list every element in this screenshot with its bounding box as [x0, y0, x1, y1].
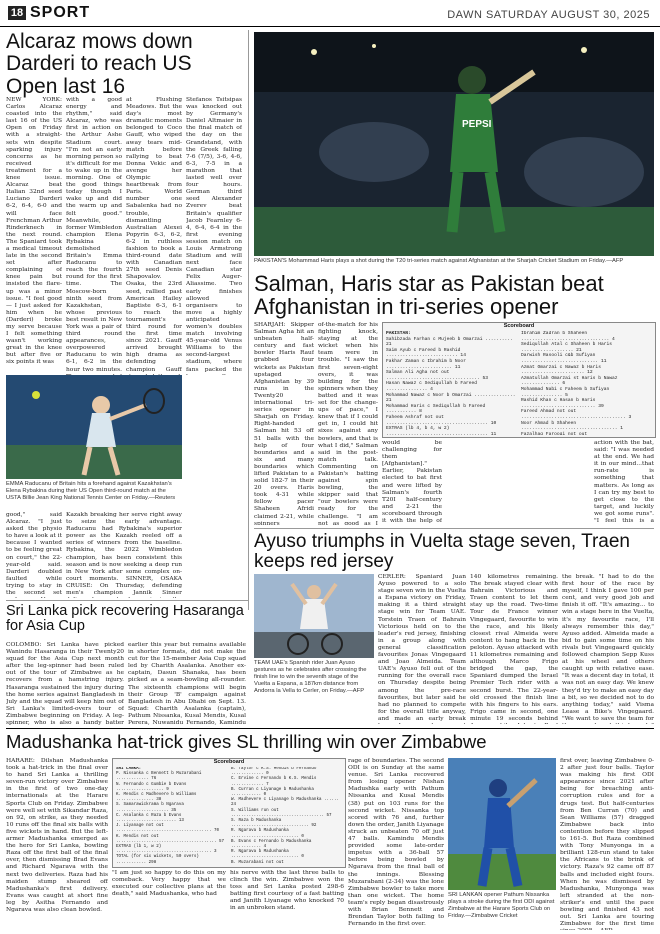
- scoreboard-line: TOTAL (for six wickets, 50 overs) ............ 298: [116, 855, 199, 865]
- pakistan-scoreboard: [382, 322, 656, 438]
- scoreboard-line: Mohammad Nabi c Faheem b Sufiyan ............... 5: [521, 386, 610, 398]
- scoreboard-line: J. Liyanage not out ...................................... 70: [116, 824, 220, 834]
- scoreboard-line: Fareed Ahmad not out ...................................... 3: [521, 409, 632, 420]
- scoreboard-line: B. Muzarabani not out: [231, 860, 284, 865]
- scoreboard-line: Noor Ahmad b Shaheen ................................... 1: [521, 420, 623, 432]
- scoreboard-line: Salman Ali Agha not out .................................. 53: [386, 370, 488, 381]
- scoreboard-line: R. Ngarava b Madushanka ........................... 0: [231, 829, 304, 839]
- scoreboard-line: Sahibzada Farhan c Mujeeb b Omarzai .......... 21: [386, 336, 513, 348]
- ayuso-col-2: 140 kilometres remaining. The break stayed clear with Bahrain Victorious and Traen content to let them stay up the road. Two-time Tour de France winner Vingegaard, favourite to win the race, and his likely closest rival Almeida were content to hang back in the peloton. Ayuso attacked with 11 kilometres remaining and although Marco Frigo bridged the gap, the Spaniard dumped the Israel Premier Tech rider with a second burst. The 22-year-old crossed the finish line with his fingers to his ears. Frigo came in second, one minute 19 seconds behind: [470, 574, 558, 722]
- srilanka-col-1: COLOMBO: Sri Lanka have picked Wanindu Hasaranga in their Twenty20 squad for the Asia Cup next month after the leg-spinner had been ruled out of the tour of Zimbabwe as he recovers from a hamstring injury. Hasaranga sustained the injury during the home series against Bangladesh in July and the squad will keep him out of Sri Lanka's limited-overs tour of Zimbabwe beginning on Friday. A leg-spinner, who is also a handy batter: [6, 642, 124, 726]
- scoreboard-line: Azmatullah Omarzai st Haris b Nawaz .............. 6: [521, 375, 618, 387]
- scoreboard-right: [231, 767, 343, 865]
- scoreboard-right: [521, 331, 653, 435]
- alcaraz-col-1-continued: good," said Alcaraz. "I just asked the physio to have a look at it because I wanted to be feeling great on court," the 22-year-old said. Darderi doubled faulted while trying to stay in the second set: [6, 512, 62, 597]
- scoreboard-line: Azmat Omarzai c Nawaz b Haris ....................... 12: [521, 364, 601, 376]
- scoreboard-line: Mohammad Nawaz c Noor b Omarzai ............... 21: [386, 392, 516, 404]
- ayuso-headline: Ayuso triumphs in Vuelta stage seven, Traen keeps red jersey: [254, 531, 630, 573]
- cricket-photo: [254, 32, 654, 256]
- madushanka-col-1: HARARE: Dilshan Madushanka took a hat-trick in the final over to hand Sri Lanka a thrilling seven-run victory over Zimbabwe in the first of two one-day internationals at the Harare Sports Club on Friday. Zimbabwe were well set with Sikandar Raza, on 92, on strike, as they needed 10 runs off the final six balls with five wickets in hand. But the left-armer Madushanka emerged as the hero for Sri Lanka, bowling Raza off the first ball of the final over, then dismissing Brad Evans and Richard Ngarava with the next two deliveries. Raza had his maiden stump sheared off Madushanka's first delivery. Evans was caught at short fine leg by Asitha Fernando and Ngarava was also clean bowled.: [6, 758, 108, 913]
- zimbabwe-scoreboard: [112, 758, 346, 868]
- scoreboard-line: B. Curran c Liyanage b Madushanka ............ 0: [231, 787, 314, 798]
- scoreboard-line: SRI LANKA:: [116, 767, 142, 771]
- scoreboard-line: S. Raza b Madushanka ............................... 92: [231, 819, 317, 829]
- tennis-photo-caption: EMMA Raducanu of Britain hits a forehand against Kazakhstan's Elena Rybakina during their US Open third-round match at the USTA Billie Jean King National Tennis Center on Friday.—Reuters: [6, 481, 176, 501]
- scoreboard-line: K. Mendis not out ........................................ 57: [116, 834, 225, 844]
- scoreboard-title: Scoreboard: [213, 759, 245, 765]
- scoreboard-line: Sediqullah Atal c Shaheen b Haris ................... 21: [521, 342, 612, 353]
- section-divider: [254, 528, 654, 529]
- scoreboard-line: Mohammad Haris c Sediqullah b Fareed ........... 8: [386, 403, 486, 415]
- madushanka-col-5: first over, leaving Zimbabwe 0-2 after just four balls. Taylor was making his first ODI appearance since 2021 after being for breaching anti-corruption rules and for a drugs test. But half-centuries from Ben Curran (70) and Sean Williams (57) dragged Zimbabwe back into contention before they slipped to 161-5. But Raza combined with Tony Munyonga in a brilliant 128-run stand to take the Africans to the brink of victory. Raza's 92 came off 87 balls and included eight fours. When he was dismissed by Madushanka, Munyonga was left stranded at the non-striker's end until the pace bowling and finished 43 not out. Sri Lanka are touring Zimbabwe for the first time: [560, 758, 654, 928]
- ayuso-col-1: CERLER: Spaniard Juan Ayuso powered to a solo stage seven win in the Vuelta a Espana victory on Friday, making it a third straight stage win for Team UAE. Torstein Traen of Bahrain Victorious held on to the leader's red jersey, finishing in a group along with general classification favourites Jonas Vingegaard and Joao Almeida. Team UAE's Ayuso fell out of the running for the overall race on Thursday despite being among the pre-race favourites, but later said he had no planned to compete for the overall title anyway, and made an early break: [378, 574, 466, 722]
- alcaraz-headline: Alcaraz mows down Darderi to reach US Open last 16: [6, 30, 193, 98]
- salman-col-3: would be challenging for them [Afghanistan]." Earlier, Pakistan elected to bat first and were lifted by Salman's fourth T20I half-century and 2-21 the scoreboard through it with the help of: [382, 440, 442, 525]
- scoreboard-line: Ibrahim Zadran b Shaheen ................................ 4: [521, 331, 615, 342]
- srilanka-headline: Sri Lanka pick recovering Hasaranga for Asia Cup: [6, 603, 244, 635]
- salman-headline: Salman, Haris star as Pakistan beat Afghanistan in tri-series opener: [254, 271, 604, 320]
- scoreboard-line: Darwish Rasooli c&b Sufiyan ............................ 11: [521, 353, 607, 364]
- scoreboard-line: Rashid Khan c Hasan b Haris ........................... 39: [521, 398, 604, 409]
- dateline: DAWN SATURDAY AUGUST 30, 2025: [447, 9, 650, 21]
- ayuso-col-3: the break. "I had to do the first hour of the race by myself, I think I gave 100 per cent, and very good job and finish it off. "It's amazing... to win a stage here in the Vuelta, it's my favourite race, I'll always remember this day," Ayuso added. Almeida made a bid to gain some time on his rivals but Vingegaard quickly followed champion Sepp Kuss at his wheel and others caught up with relative ease. "It was a decent day in total, it was not an easy day. We knew they'd try to make an easy day a bit, so we decided not to do anything today," said Visma Lease a Bike's Vingegaard. "We want to save the team for: [562, 574, 654, 722]
- page-number: 18: [8, 6, 26, 20]
- scoreboard-line: K. Mendis c Madhevere b Williams ............... 38: [116, 793, 197, 803]
- tennis-photo: [6, 375, 182, 479]
- scoreboard-line: C. Ervine c Fernando b K.S. Mendis ............. 7: [231, 777, 317, 787]
- scoreboard-line: Saim Ayub c Fareed b Rashid .......................... 14: [386, 347, 466, 359]
- cricket-photo-caption: PAKISTAN'S Mohammad Haris plays a shot during the T20 tri-series match against Afghanistan at the Sharjah Cricket Stadium on Friday.—AFP: [254, 258, 624, 264]
- scoreboard-line: S. Williams run out ..................................... 57: [231, 808, 332, 818]
- section-title: SPORT: [30, 4, 91, 21]
- nissanka-photo: [448, 758, 556, 890]
- column-divider: [248, 30, 249, 610]
- scoreboard-line: Fakhar Zaman c Ibrahim b Noor ........................ 11: [386, 358, 466, 370]
- scoreboard-line: PAKISTAN:: [386, 331, 411, 336]
- alcaraz-col-4: Stefanos Tsitsipas was knocked out by Germany's Daniel Altmaier in the final match of the day on the Grandstand, with the Greek falling 7-6 (7/5), 3-6, 4-6, 6-3, 7-5 in a marathon that lasted well over four hours. German third seed Alexander Zverev beat Britain's qualifier Jacob Fearnley 6-4, 6-4, 6-4 in the first evening session match on Louis Armstrong Stadium and will next face Canadian star Felix Auger-Aliassime. Two early finishes allowed organisers to move a highly anticipated women's doubles match involving 45-year-old Venus Williams to the second-largest stadium, where fans packed the: [186, 97, 242, 373]
- section-divider: [6, 600, 248, 601]
- madushanka-headline: Madushanka hat-trick gives SL thrilling win over Zimbabwe: [6, 731, 487, 752]
- scoreboard-line: S. Samarawickrama b Ngarava ..................... 35: [116, 803, 184, 813]
- scoreboard-title: Scoreboard: [503, 323, 535, 329]
- alcaraz-col-2: with a good energy and rhythm," said Alcaraz, who was first in action on the Arthur Ashe Stadium court. "I'm not an early morning person so it's difficult for me to wake up in the morning. One of the good things today though I wake up and did the warm up and felt good." Meanwhile, former Wimbledon champion Elena Rybakina demolished Britain's Emma Raducanu to reach the fourth round for the first time. The Moscow-born ninth seed from Kazakhstan, whose previous best result in New York was a pair of third round appearances, overpowered Raducanu to win 6-1, 6-2 in the hour two minutes.: [66, 97, 122, 373]
- scoreboard-line: P. Nissanka c Bennett b Muzarabani ............. 76: [116, 772, 202, 782]
- scoreboard-line: N. Fernando c Gumbie b Evans ................... 9: [116, 782, 187, 792]
- scoreboard-line: B. Taylor c K.S. Mendis b Fernando ............. 0: [231, 767, 317, 777]
- madushanka-col-3b: his nerve with the last three balls to clinch the win. Zimbabwe won the toss and Sri Lanka posted 298-6 batting first courtesy of a fast batting and Janith Liyanage who knocked 70 in an unbroken stand.: [230, 870, 344, 912]
- scoreboard-left: [116, 767, 228, 865]
- scoreboard-left: [386, 331, 518, 435]
- scoreboard-line: EXTRAS (lb 1, w 2) ...................................... 3: [116, 845, 217, 855]
- madushanka-col-3: "I am just so happy to do this on my comeback. Very happy that we executed our collective plans at the death," said Madushanka, who had: [112, 870, 226, 898]
- nissanka-photo-caption: SRI LANKAN opener Pathum Nissanka plays a stroke during the first ODI against Zimbabwe at the Harare Sports Club on Friday.—Zimbabwe Cricket: [448, 892, 555, 919]
- cycling-photo-caption: TEAM UAE's Spanish rider Juan Ayuso gestures as he celebrates after crossing the finish line to win the seventh stage of the Vuelta a Espana, a 187km distance from Andorra la Vella to Cerler, on Friday.—AFP: [254, 660, 367, 694]
- scoreboard-line: W. Madhevere c Liyanage b Madushanka ...... 24: [231, 798, 340, 808]
- cycling-photo: [254, 574, 374, 658]
- scoreboard-line: C. Asalanka c Raza b Evans ........................ 13: [116, 813, 184, 824]
- srilanka-col-2: earlier this year but remains available in shorter formats, did not make the cut for the 15-member Asia Cup squad led by Charith Asalanka. Another ex-captain, Dasun Shanaka, has been picked as a seam-bowling all-rounder. The sixteenth champions will begin their Group 'B' campaign against Bangladesh in Abu Dhabi on Sept. 13. Squad: Charith Asalanka (captain), Pathum Nissanka, Kusal Mendis, Kusal Perera, Nuwanidu Fernando, Kamindu: [128, 642, 246, 726]
- scoreboard-line: EXTRAS (lb 4, b 4, w 2) ..................................... 11: [386, 426, 497, 435]
- alcaraz-col-1: NEW YORK: Carlos Alcaraz coasted into the last 16 of the US Open on Friday with a straight-sets win despite sparking injury concerns as he received treatment for a knee issue. Alcaraz beat Italian 32nd seed Luciano Darderi 6-2, 6-4, 6-0 and will face Frenchman Arthur Rinderknech in the next round. The Spaniard took a medical timeout late in the second set after complaining of knee pain but insisted the flare-up was a minor issue. "I feel good — I just asked for him when he (Darderi) broke my serve because I felt something wasn't working great in the knee but after five or six points it was: [6, 97, 62, 366]
- scoreboard-line: B. Evans c Fernando b Madushanka ............ 4: [231, 839, 312, 850]
- alcaraz-col-5: Kazakh breaking her serve right away to seize the early advantage. Raducanu had Rybakina's superior power as the Kazakh reeled off a series of winners from the baseline. Rybakina, the 2022 Wimbledon champion, has been consistent this season and is now seeking a deep run in New York after some complex on-court moments. SINNER, OSAKA CRUISE: On Thursday, defending men's champion Jannik Sinner: [66, 512, 182, 597]
- alcaraz-col-3: at Flushing Meadows. But the day's most dramatic moments belonged to Coco Gauff, who wiped away tears mid-match before rallying to beat Donna Vekic and avenge her Olympic heartbreak from Paris. World number one Sabalenka had no trouble, dismantling Australian Alexei Popyrin 6-3, 6-2, 6-2 in ruthless fashion to book a third-round date with Canadian 27th seed Denis Shapovalov. Osaka, the 23rd seed, rallied past American Hailey Baptiste 6-3, 6-1 to reach the tournament's third round for the first time since 2021. Gauff arrived brought high drama as defending champion Gauff: [126, 97, 182, 373]
- salman-col-4: action with the bat, said: "I was needed at the end. We had it in our mind...that run-rate is something that matters. As long as I can try my best to get close to the target, and luckily we got some runs". "I feel this is a: [594, 440, 654, 525]
- salman-col-1: SHARJAH: Skipper Salman Agha hit an unbeaten half-century and fast bowler Haris Rauf grabbed four wickets as Pakistan upstaged Afghanistan by 39 runs in the Twenty20 international tri-series opener in Sharjah on Friday. Right-handed Salman hit 53 off 51 balls with the help of four boundaries and a six and many boundaries which lifted Pakistan to a solid 182-7 in their 20 overs. Haris took 4-31 while fellow pacer Shaheen Afridi claimed 2-21, while spinners: [254, 322, 314, 525]
- madushanka-col-4: rage of boundaries. The second ODI is on Sunday at the same venue. Sri Lanka recovered from losing opener Nishan Madushka early with Pathum Nissanka and Kusal Mendis (38) put on 103 runs for the second wicket. Nissanka top scored with 76 and, further down the order, Janith Liyanage struck an unbeaten 70 off just 47 balls. Kamindu Mendis provided some late-order impetus with a 36-ball 57 before being bowled by Ngarava from the final ball of the innings. Blessing Muzarabani (2-34) was the lone Zimbabwe bowler to take more than one wicket. The home team's reply began disastrously with Brian Bennett and Brendan Taylor both falling to Fernando in the first over.: [348, 758, 444, 928]
- section-divider: [6, 728, 654, 729]
- scoreboard-line: Hasan Nawaz c Sediqullah b Fareed ............... 4: [386, 381, 477, 392]
- salman-col-2: of-the-match for his fighting knock, staying at the wicket when his team were in trouble. "I saw the first seven-eight overs, it was building for the spinners when they batted and it was set for the change-ups of pace," I knew that if I could get in, I could hit sixes against any bowlers, and that is what I did," Salman said in the post-match talk. Commenting on Pakistan's batting against spin bowling, the skipper said that "our bowlers were ready for the challenge. "I am not as good as I: [318, 322, 378, 525]
- scoreboard-line: Fazalhaq Farooqi not out: [521, 431, 588, 435]
- scoreboard-line: Faheem Ashraf not out ..................................... 10: [386, 414, 497, 426]
- svg-text:PEPSI: PEPSI: [462, 119, 492, 130]
- scoreboard-line: R. Ngarava b Madushanka ........................... 0: [231, 850, 304, 860]
- salman-col-3b: [446, 440, 590, 525]
